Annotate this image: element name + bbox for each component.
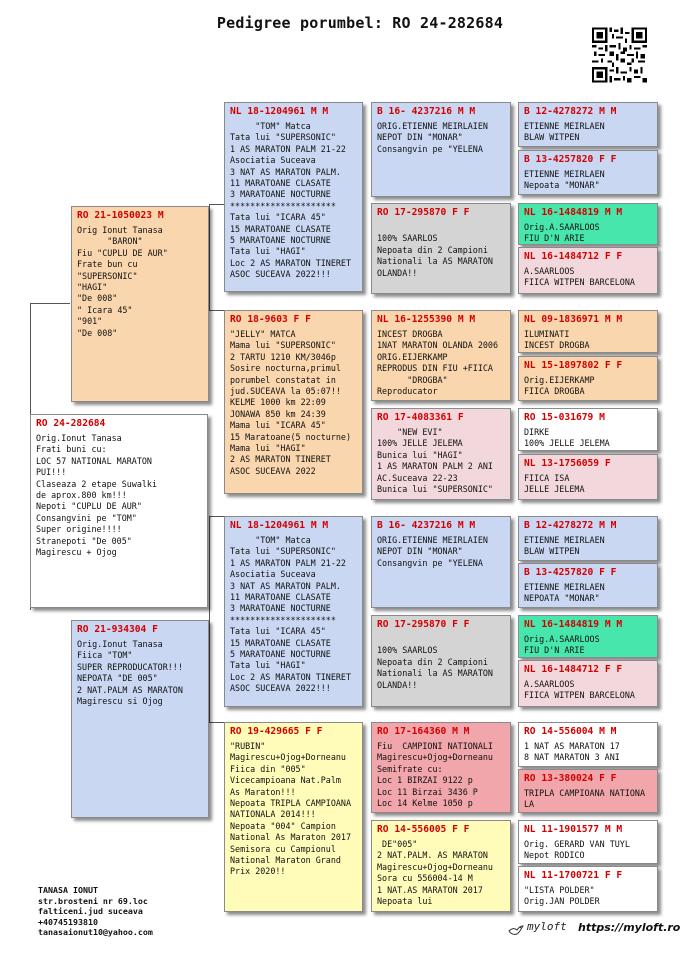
card-notes: Orig.A.SAARLOOS FIU D'N ARIE (524, 222, 600, 244)
ancestor-card (518, 660, 658, 707)
card-notes: DE"005" 2 NAT.PALM. AS MARATON Magirescu+Ojog+Dorneanu Sora cu 556004-14 M 1 NAT.AS MARATON 2017 Nepoata lui (377, 839, 493, 907)
grandparent-card (224, 102, 363, 292)
connector-line (209, 516, 210, 722)
ring-number: RO 15-031679 M (524, 412, 605, 423)
card-notes: ORIG.ETIENNE MEIRLAIEN NEPOT DIN "MONAR" Consangvin pe "YELENA (377, 121, 488, 154)
great-grandparent-card (371, 102, 511, 197)
great-grandparent-card (371, 820, 511, 912)
card-notes: 100% SAARLOS Nepoata din 2 Campioni Nationali la AS MARATON OLANDA!! (377, 645, 493, 690)
card-notes: A.SAARLOOS FIICA WITPEN BARCELONA (524, 679, 635, 701)
ancestor-card (518, 454, 658, 500)
card-notes: INCEST DROGBA 1NAT MARATON OLANDA 2006 ORIG.EIJERKAMP REPRODUS DIN FIU +FIICA "DROGBA" Reproducator (377, 329, 499, 397)
ring-number: NL 11-1700721 F F (524, 870, 623, 881)
ring-number: NL 16-1255390 M M (377, 314, 476, 325)
ring-number: NL 16-1484819 M M (524, 619, 623, 630)
myloft-bird-logo-icon (508, 922, 524, 938)
great-grandparent-card (371, 722, 511, 813)
card-notes: Orig.Ionut Tanasa Frati buni cu: LOC 57 NATIONAL MARATON PUI!!! Claseaza 2 etape Suwalki de aprox.800 km!!! Nepoti "CUPLU DE AUR" Consangvini pe "TOM" Super origine!!!! Stranepoti "De 005" Magirescu + Ojog (36, 433, 158, 558)
connector-line (209, 204, 224, 205)
ancestor-card (518, 310, 658, 353)
card-notes: 100% SAARLOS Nepoata din 2 Campioni Nationali la AS MARATON OLANDA!! (377, 233, 493, 278)
ring-number: NL 16-1484712 F F (524, 664, 623, 675)
ring-number: RO 14-556004 M M (524, 726, 617, 737)
ring-number: RO 17-295870 F F (377, 207, 470, 218)
card-notes: DIRKE 100% JELLE JELEMA (524, 427, 610, 449)
card-notes: Orig.Ionut Tanasa Fiica "TOM" SUPER REPRODUCATOR!!! NEPOATA "DE 005" 2 NAT.PALM AS MARATON Magirescu si Ojog (77, 639, 183, 707)
card-notes: ETIENNE MEIRLAEN BLAW WITPEN (524, 535, 605, 557)
sire-card (71, 206, 209, 402)
card-notes: Orig. GERARD VAN TUYL Nepot RODICO (524, 839, 630, 861)
ring-number: RO 19-429665 F F (230, 726, 323, 737)
ring-number: RO 21-1050023 M (77, 210, 164, 221)
card-notes: 1 NAT AS MARATON 17 8 NAT MARATON 3 ANI (524, 741, 620, 763)
great-grandparent-card (371, 310, 511, 401)
ring-number: NL 18-1204961 M M (230, 520, 329, 531)
ring-number: NL 09-1836971 M M (524, 314, 623, 325)
card-notes: "RUBIN" Magirescu+Ojog+Dorneanu Fiica din "005" Vicecampioana Nat.Palm As Maraton!!! Nepoata TRIPLA CAMPIOANA NATIONALA 2014!!! Nepoata "004" Campion National As Maraton 2017 Semisora cu Campionul National Maraton Grand Prix 2020!! (230, 741, 352, 877)
connector-line (209, 516, 224, 517)
ring-number: RO 14-556005 F F (377, 824, 470, 835)
ring-number: NL 18-1204961 M M (230, 106, 329, 117)
card-notes: ORIG.ETIENNE MEIRLAIEN NEPOT DIN "MONAR" Consangvin pe "YELENA (377, 535, 488, 568)
card-notes: "TOM" Matca Tata lui "SUPERSONIC" 1 AS MARATON PALM 21-22 Asociatia Suceava 3 NAT AS MARATON PALM. 11 MARATOANE CLASATE 3 MARATOANE NOCTURNE ********************* Tata lui "ICARA 45" 15 MARATOANE CLASATE 5 MARATOANE NOCTURNE Tata lui "HAGI" Loc 2 AS MARATON TINERET ASOC SUCEAVA 2022!!! (230, 121, 352, 280)
card-notes: ETIENNE MEIRLAEN NEPOATA "MONAR" (524, 582, 605, 604)
card-notes: A.SAARLOOS FIICA WITPEN BARCELONA (524, 266, 635, 288)
page-title: Pedigree porumbel: RO 24-282684 (216, 14, 504, 32)
ring-number: NL 13-1756059 F (524, 458, 611, 469)
ring-number: B 16- 4237216 M M (377, 520, 476, 531)
ring-number: B 12-4278272 M M (524, 106, 617, 117)
myloft-logo-text: myloft (527, 920, 567, 933)
ancestor-card (518, 516, 658, 561)
ring-number: RO 17-164360 M M (377, 726, 470, 737)
ring-number: B 13-4257820 F F (524, 154, 617, 165)
ancestor-card (518, 820, 658, 864)
great-grandparent-card (371, 615, 511, 707)
connector-line (30, 303, 70, 304)
great-grandparent-card (371, 516, 511, 608)
great-grandparent-card (371, 203, 511, 294)
ring-number: RO 21-934304 F (77, 624, 158, 635)
ancestor-card (518, 615, 658, 658)
card-notes: Orig.EIJERKAMP FIICA DROGBA (524, 375, 595, 397)
connector-line (30, 303, 31, 415)
grandparent-card (224, 516, 363, 707)
card-notes: Orig.A.SAARLOOS FIU D'N ARIE (524, 634, 600, 656)
ancestor-card (518, 247, 658, 294)
site-url-link[interactable]: https://myloft.ro (578, 921, 681, 934)
card-notes: Fiu CAMPIONI NATIONALI Magirescu+Ojog+Dorneanu Semifrate cu: Loc 1 BIRZAI 9122 p Loc 11 Birzai 3436 P Loc 14 Kelme 1050 p (377, 741, 493, 809)
ring-number: RO 17-295870 F F (377, 619, 470, 630)
ancestor-card (518, 769, 658, 813)
ring-number: B 12-4278272 M M (524, 520, 617, 531)
connector-line (209, 310, 224, 311)
subject-card (30, 414, 208, 608)
ring-number: NL 15-1897802 F F (524, 360, 623, 371)
card-notes: Orig Ionut Tanasa "BARON" Fiu "CUPLU DE AUR" Frate bun cu "SUPERSONIC" "HAGI" "De 008" " Icara 45" "901" "De 008" (77, 225, 168, 338)
ring-number: B 16- 4237216 M M (377, 106, 476, 117)
ancestor-card (518, 563, 658, 608)
ring-number: RO 18-9603 F F (230, 314, 311, 325)
ring-number: RO 13-380024 F F (524, 773, 617, 784)
owner-contact: TANASA IONUT str.brosteni nr 69.loc falticeni.jud suceava +40745193810 tanasaionut10@yahoo.com (38, 885, 153, 938)
ancestor-card (518, 408, 658, 451)
card-notes: "NEW EVI" 100% JELLE JELEMA Bunica lui "HAGI" 1 AS MARATON PALM 2 ANI AC.Suceava 22-23 Bunica lui "SUPERSONIC" (377, 427, 493, 495)
ring-number: RO 24-282684 (36, 418, 106, 429)
grandparent-card (224, 310, 363, 494)
ring-number: B 13-4257820 F F (524, 567, 617, 578)
card-notes: ILUMINATI INCEST DROGBA (524, 329, 590, 351)
card-notes: "LISTA POLDER" Orig.JAN POLDER (524, 885, 600, 907)
card-notes: ETIENNE MEIRLAEN Nepoata "MONAR" (524, 169, 605, 191)
card-notes: "TOM" Matca Tata lui "SUPERSONIC" 1 AS MARATON PALM 21-22 Asociatia Suceava 3 NAT AS MARATON PALM. 11 MARATOANE CLASATE 3 MARATOANE NOCTURNE ********************* Tata lui "ICARA 45" 15 MARATOANE CLASATE 5 MARATOANE NOCTURNE Tata lui "HAGI" Loc 2 AS MARATON TINERET ASOC SUCEAVA 2022!!! (230, 535, 352, 694)
great-grandparent-card (371, 408, 511, 500)
ancestor-card (518, 866, 658, 912)
ancestor-card (518, 102, 658, 147)
card-notes: "JELLY" MATCA Mama lui "SUPERSONIC" 2 TARTU 1210 KM/3046p Sosire nocturna,primul porumbel constatat in jud.SUCEAVA la 05:07!! KELME 1000 km 22:09 JONAWA 850 km 24:39 Mama lui "ICARA 45" 15 Maratoane(5 nocturne) Mama lui "HAGI" 2 AS MARATON TINERET ASOC SUCEAVA 2022 (230, 329, 352, 476)
qr-code-icon (592, 26, 647, 84)
connector-line (209, 722, 224, 723)
ring-number: RO 17-4083361 F (377, 412, 464, 423)
card-notes: TRIPLA CAMPIOANA NATIONA LA (524, 788, 646, 810)
ancestor-card (518, 722, 658, 767)
ring-number: NL 11-1901577 M M (524, 824, 623, 835)
ring-number: NL 16-1484819 M M (524, 207, 623, 218)
connector-line (209, 204, 210, 310)
card-notes: ETIENNE MEIRLAEN BLAW WITPEN (524, 121, 605, 143)
ancestor-card (518, 150, 658, 195)
ring-number: NL 16-1484712 F F (524, 251, 623, 262)
ancestor-card (518, 356, 658, 401)
dam-card (71, 620, 209, 818)
ancestor-card (518, 203, 658, 245)
card-notes: FIICA ISA JELLE JELEMA (524, 473, 585, 495)
grandparent-card (224, 722, 363, 912)
